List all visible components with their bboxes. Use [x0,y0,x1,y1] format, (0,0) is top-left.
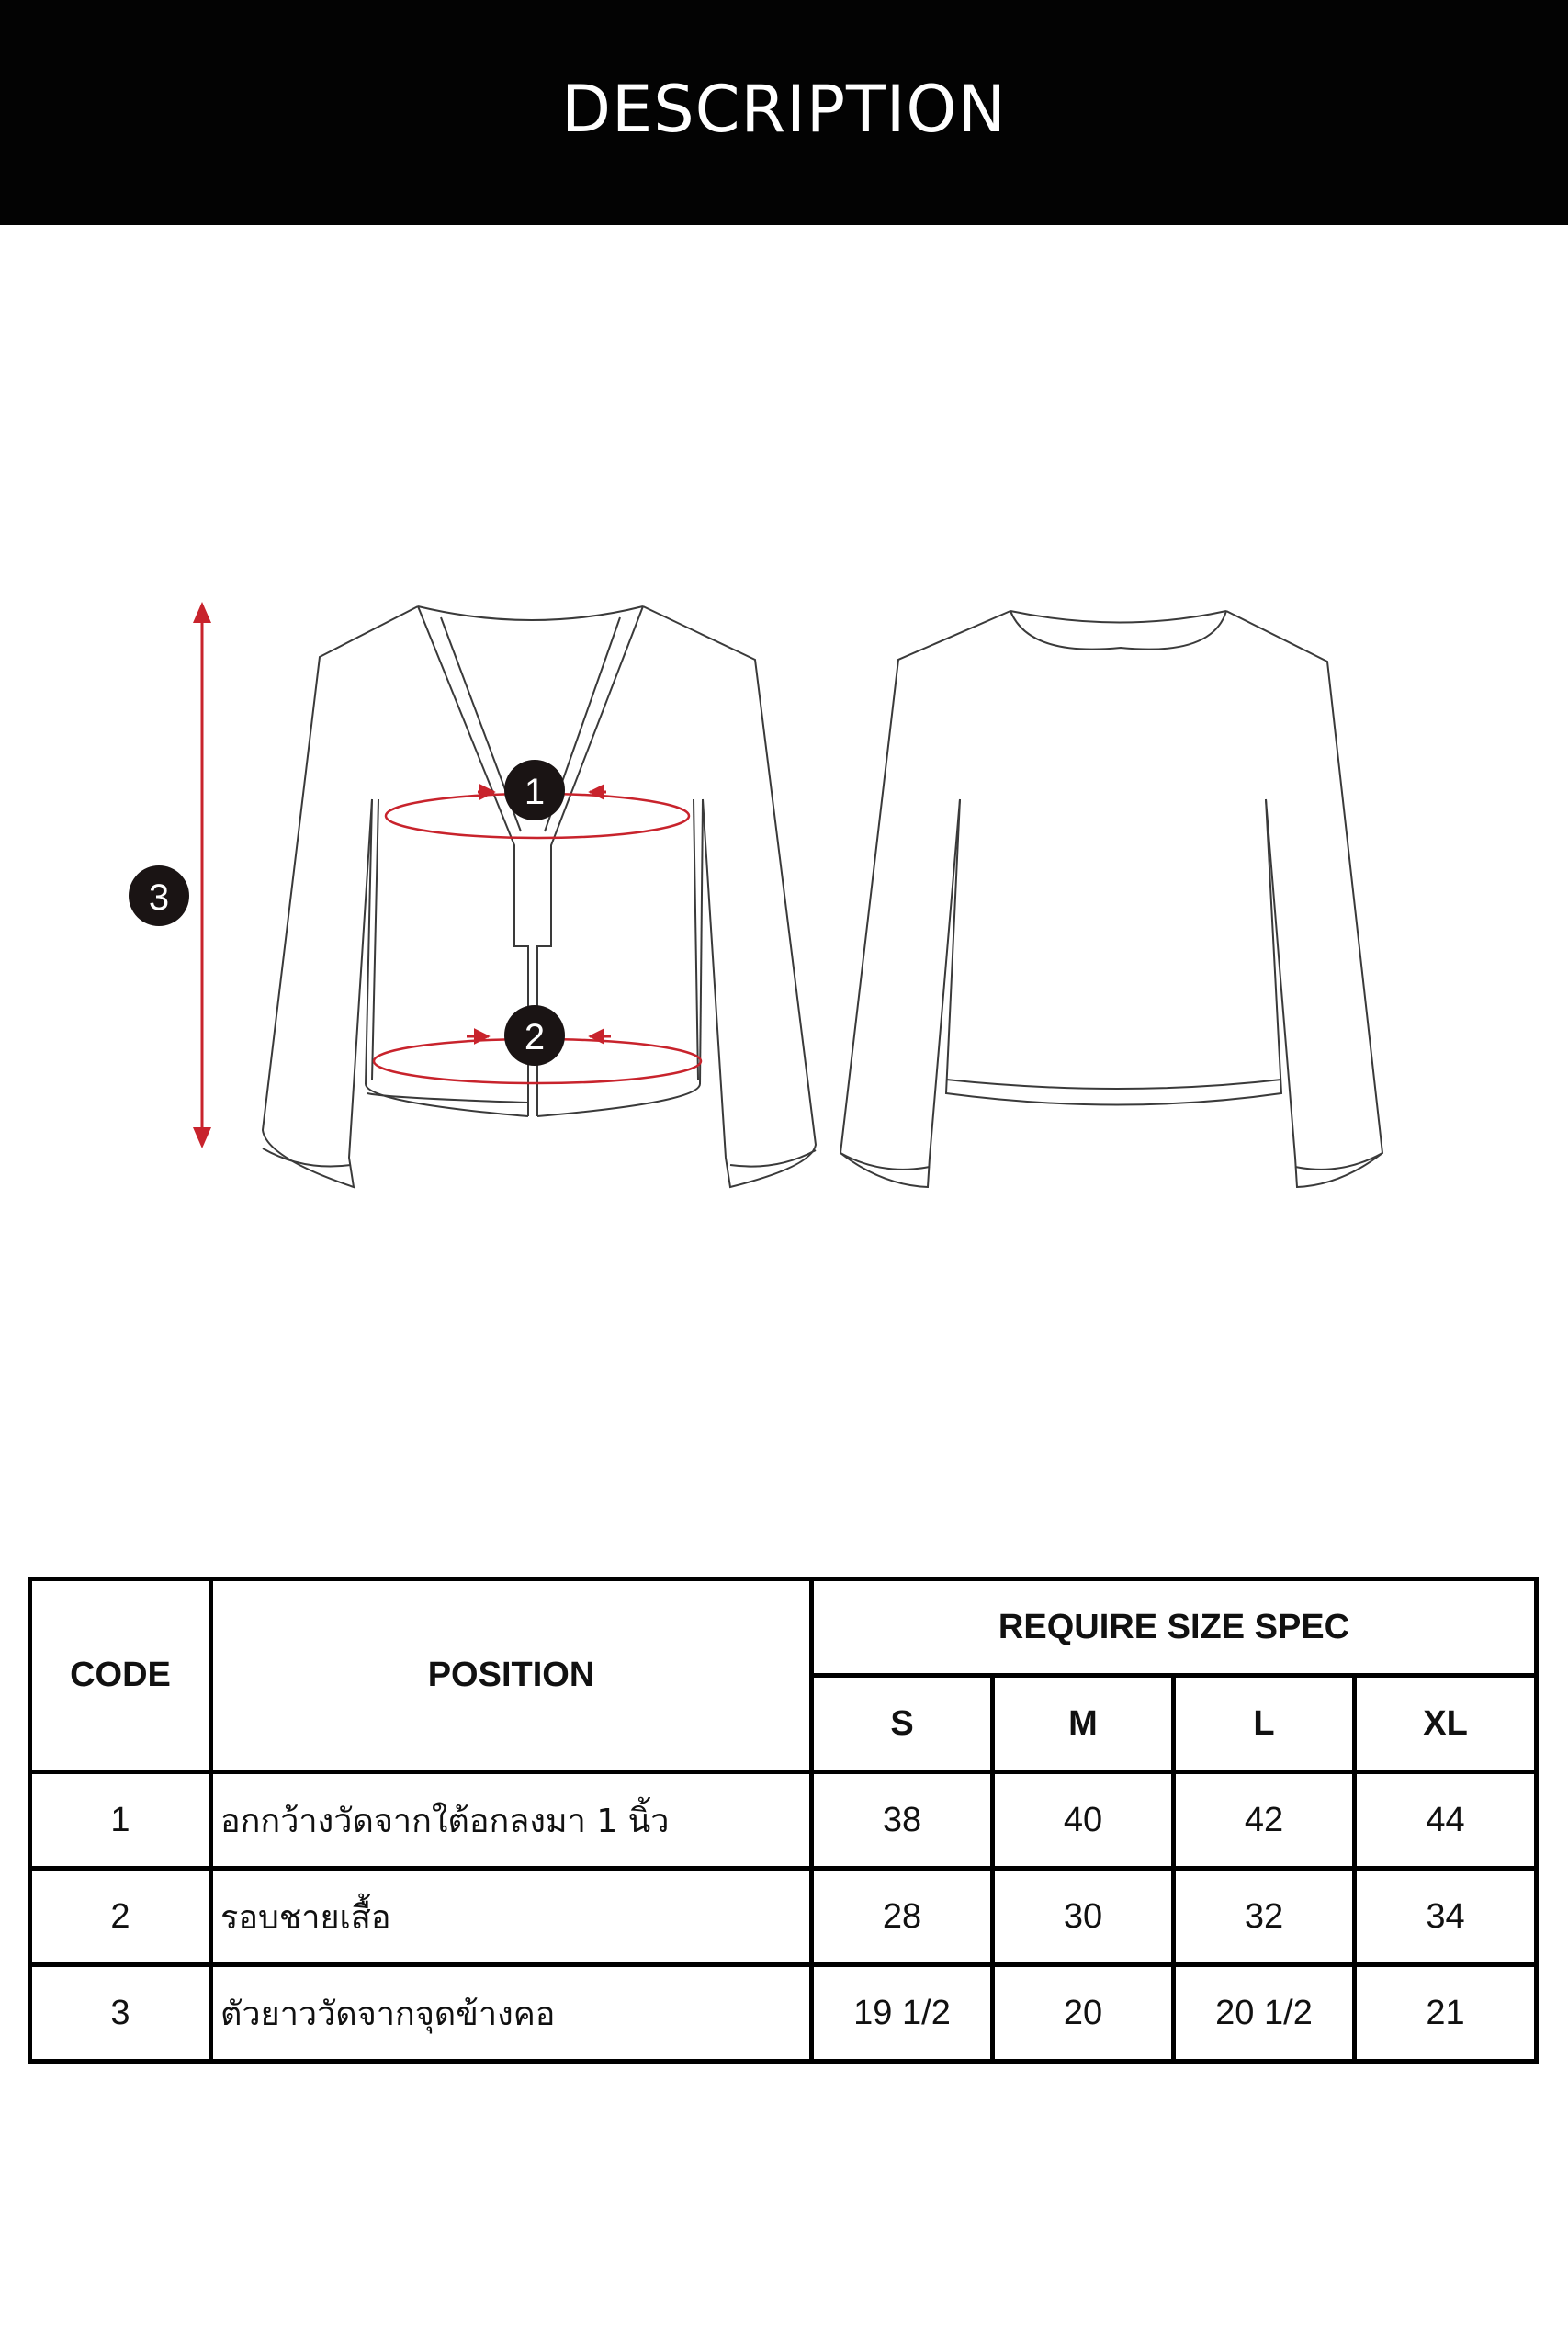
table-row [30,1869,1537,1965]
row-value-l: 32 [1174,1869,1355,1965]
marker-1-label: 1 [524,772,546,812]
page-title: DESCRIPTION [561,72,1007,147]
back-view [840,611,1382,1187]
size-l-header: L [1174,1676,1355,1772]
code-header: CODE [30,1579,211,1772]
size-xl-header: XL [1355,1676,1537,1772]
marker-3 [129,865,189,926]
table-row [30,1965,1537,2062]
row-value-xl: 44 [1355,1772,1537,1869]
row-value-m: 30 [993,1869,1174,1965]
marker-2-label: 2 [524,1017,546,1057]
row-value-s: 38 [812,1772,993,1869]
size-s-header: S [812,1676,993,1772]
row-code: 2 [30,1869,211,1965]
row-code: 3 [30,1965,211,2062]
row-position: อกกว้างวัดจากใต้อกลงมา 1 นิ้ว [211,1772,812,1869]
row-value-l: 20 1/2 [1174,1965,1355,2062]
row-value-m: 20 [993,1965,1174,2062]
marker-3-label: 3 [148,877,170,918]
marker-2 [504,1005,565,1066]
size-spec-header: REQUIRE SIZE SPEC [812,1579,1537,1676]
garment-diagram [0,551,1568,1231]
row-code: 1 [30,1772,211,1869]
row-value-l: 42 [1174,1772,1355,1869]
front-view [263,606,816,1187]
table-header-row [30,1579,1537,1676]
size-spec-table [28,1577,1539,2064]
table-row [30,1772,1537,1869]
size-m-header: M [993,1676,1174,1772]
length-arrow [193,602,211,1148]
row-position: ตัวยาววัดจากจุดข้างคอ [211,1965,812,2062]
row-value-xl: 21 [1355,1965,1537,2062]
row-position: รอบชายเสื้อ [211,1869,812,1965]
position-header: POSITION [211,1579,812,1772]
row-value-m: 40 [993,1772,1174,1869]
marker-1 [504,760,565,820]
row-value-s: 19 1/2 [812,1965,993,2062]
page-header [0,0,1568,225]
row-value-xl: 34 [1355,1869,1537,1965]
row-value-s: 28 [812,1869,993,1965]
